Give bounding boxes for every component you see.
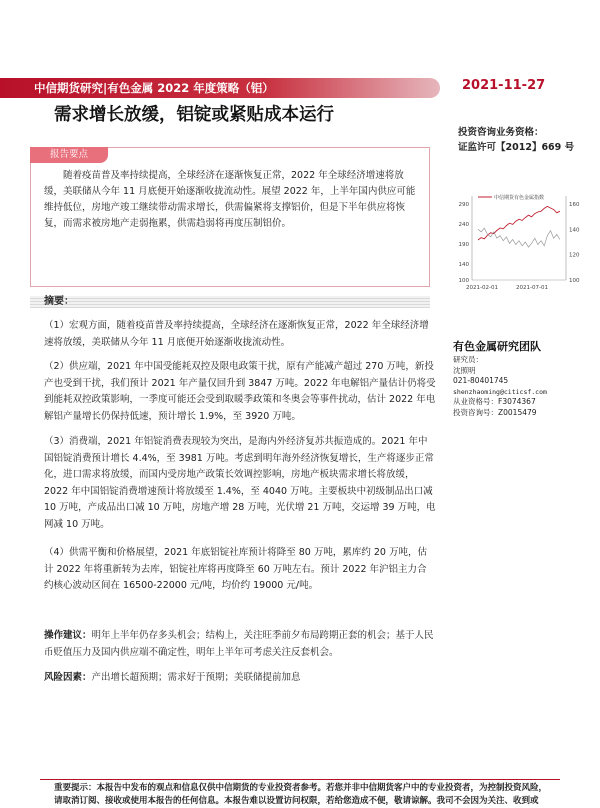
team-info: [453, 355, 547, 418]
legend-label: 中信期货有色金属指数: [494, 195, 545, 201]
y-left-tick-label: 190: [458, 242, 469, 248]
x-tick-label: 2021-02-01: [466, 285, 498, 291]
team-email[interactable]: shenzhaoming@citicsf.com: [453, 387, 547, 396]
index-chart: [450, 186, 590, 302]
summary-tag: 报告要点: [30, 147, 108, 163]
abstract-supply: （2）供应端，2021 年中国受能耗双控及限电政策干扰，原有产能减产超过 270 万吨，新投产也受到干扰，我们预计 2021 年产量仅回升到 3847 万吨。2022 年电解铝产量估计仍将受到能耗双控政策影响，一季度可能还会受到取暖季政策和冬奥会等事件扰动，估计 2022 年电解铝产量增长仍保持低速，预计增长 1.9%，至 3920 万吨。: [44, 361, 436, 422]
abstract-balance: （4）供需平衡和价格展望，2021 年底铝锭社库预计将降至 80 万吨，累库约 20 万吨，估计 2022 年将重新转为去库，铝锭社库将再度降至 60 万吨左右。预计 2022 年沪铝主力合约核心波动区间在 16500-22000 元/吨，均价约 19000 元/吨。: [44, 547, 427, 591]
summary-text: [44, 168, 422, 232]
advice-text: 明年上半年仍存多头机会；结构上，关注旺季前夕布局跨期正套的机会；基于人民币贬值压力及国内供应端不确定性，明年上半年可考虑关注反套机会。: [44, 630, 434, 658]
footer-line-1: 重要提示：本报告中发布的观点和信息仅供中信期货的专业投资者参考。若您并非中信期货客户中的专业投资者，为控制投资风险，: [54, 783, 548, 793]
license-number: 证监许可【2012】669 号: [458, 142, 575, 153]
series-title: 中信期货研究|有色金属 2022 年度策略（铝）: [34, 81, 274, 95]
footer-line-2: 请取消订阅、接收或使用本报告的任何信息。本报告难以设置访问权限，若给您造成不便，敬请谅解。我司不会因为关注、收到或: [54, 796, 539, 806]
abstract-header-bar: [30, 296, 430, 308]
team-role: 研究员：: [453, 355, 483, 364]
y-left-tick-label: 290: [458, 202, 469, 208]
report-date: 2021-11-27: [462, 78, 546, 93]
page-title: 需求增长放缓，铝锭或紧贴成本运行: [54, 105, 334, 125]
license-label: 投资咨询业务资格：: [458, 127, 544, 138]
x-tick-label: 2021-07-01: [516, 285, 548, 291]
team-cert-qualification: 从业资格号：F3074367: [453, 397, 536, 406]
risk-text: 产出增长超预期；需求好于预期；美联储提前加息: [91, 672, 301, 683]
team-phone: 021-80401745: [453, 376, 509, 385]
advice-label: 操作建议：: [44, 630, 92, 641]
abstract-label: 摘要：: [44, 296, 74, 307]
series-line-secondary: [478, 228, 560, 247]
abstract-macro: （1）宏观方面，随着疫苗普及率持续提高，全球经济在逐渐恢复正常，2022 年全球经济增速将放缓，美联储从今年 11 月底便开始逐渐收拢流动性。: [44, 320, 429, 348]
team-name: 沈照明: [453, 365, 476, 375]
risk-factors: [44, 670, 436, 687]
summary-body: 随着疫苗普及率持续提高，全球经济在逐渐恢复正常，2022 年全球经济增速将放缓，美联储从今年 11 月底便开始逐渐收拢流动性。展望 2022 年，上半年国内供应可能维持低位，房地产竣工继续带动需求增长，供需偏紧将支撑铝价，但是下半年供应将恢复，而需求被房地产走弱拖累，供需趋弱将再度压制铝价。: [44, 170, 416, 229]
trading-advice: [44, 628, 436, 661]
team-title: 有色金属研究团队: [453, 340, 541, 353]
y-right-tick-label: 120: [569, 252, 580, 259]
footer-divider: [40, 779, 560, 780]
risk-label: 风险因素：: [44, 672, 92, 683]
y-left-tick-label: 140: [458, 262, 469, 268]
y-right-tick-label: 100: [569, 278, 580, 284]
y-right-tick-label: 160: [569, 202, 580, 208]
index-chart-svg: [450, 186, 590, 302]
y-left-tick-label: 240: [458, 222, 469, 228]
team-cert-consulting: 投资咨询号：Z0015479: [453, 407, 537, 417]
abstract-consumption: （3）消费端，2021 年铝锭消费表现较为突出，是海内外经济复苏共振造成的。2021 年中国铝锭消费预计增长 4.4%，至 3981 万吨。考虑到明年海外经济恢复增长，生产将逐步正常化，进口需求将放缓，而国内受房地产政策长效调控影响，房地产板块需求增长将放缓，2022 年中国铝锭消费增速预计将放缓至 1.4%，至 4040 万吨。主要板块中初级制品出口减 10 万吨，产成品出口减 10 万吨，房地产增 28 万吨，光伏增 21 万吨，交运增 39 万吨，电网减 10 万吨。: [44, 436, 436, 530]
y-right-tick-label: 140: [569, 227, 580, 234]
footer-disclaimer: [54, 782, 574, 808]
y-left-tick-label: 100: [458, 278, 469, 284]
